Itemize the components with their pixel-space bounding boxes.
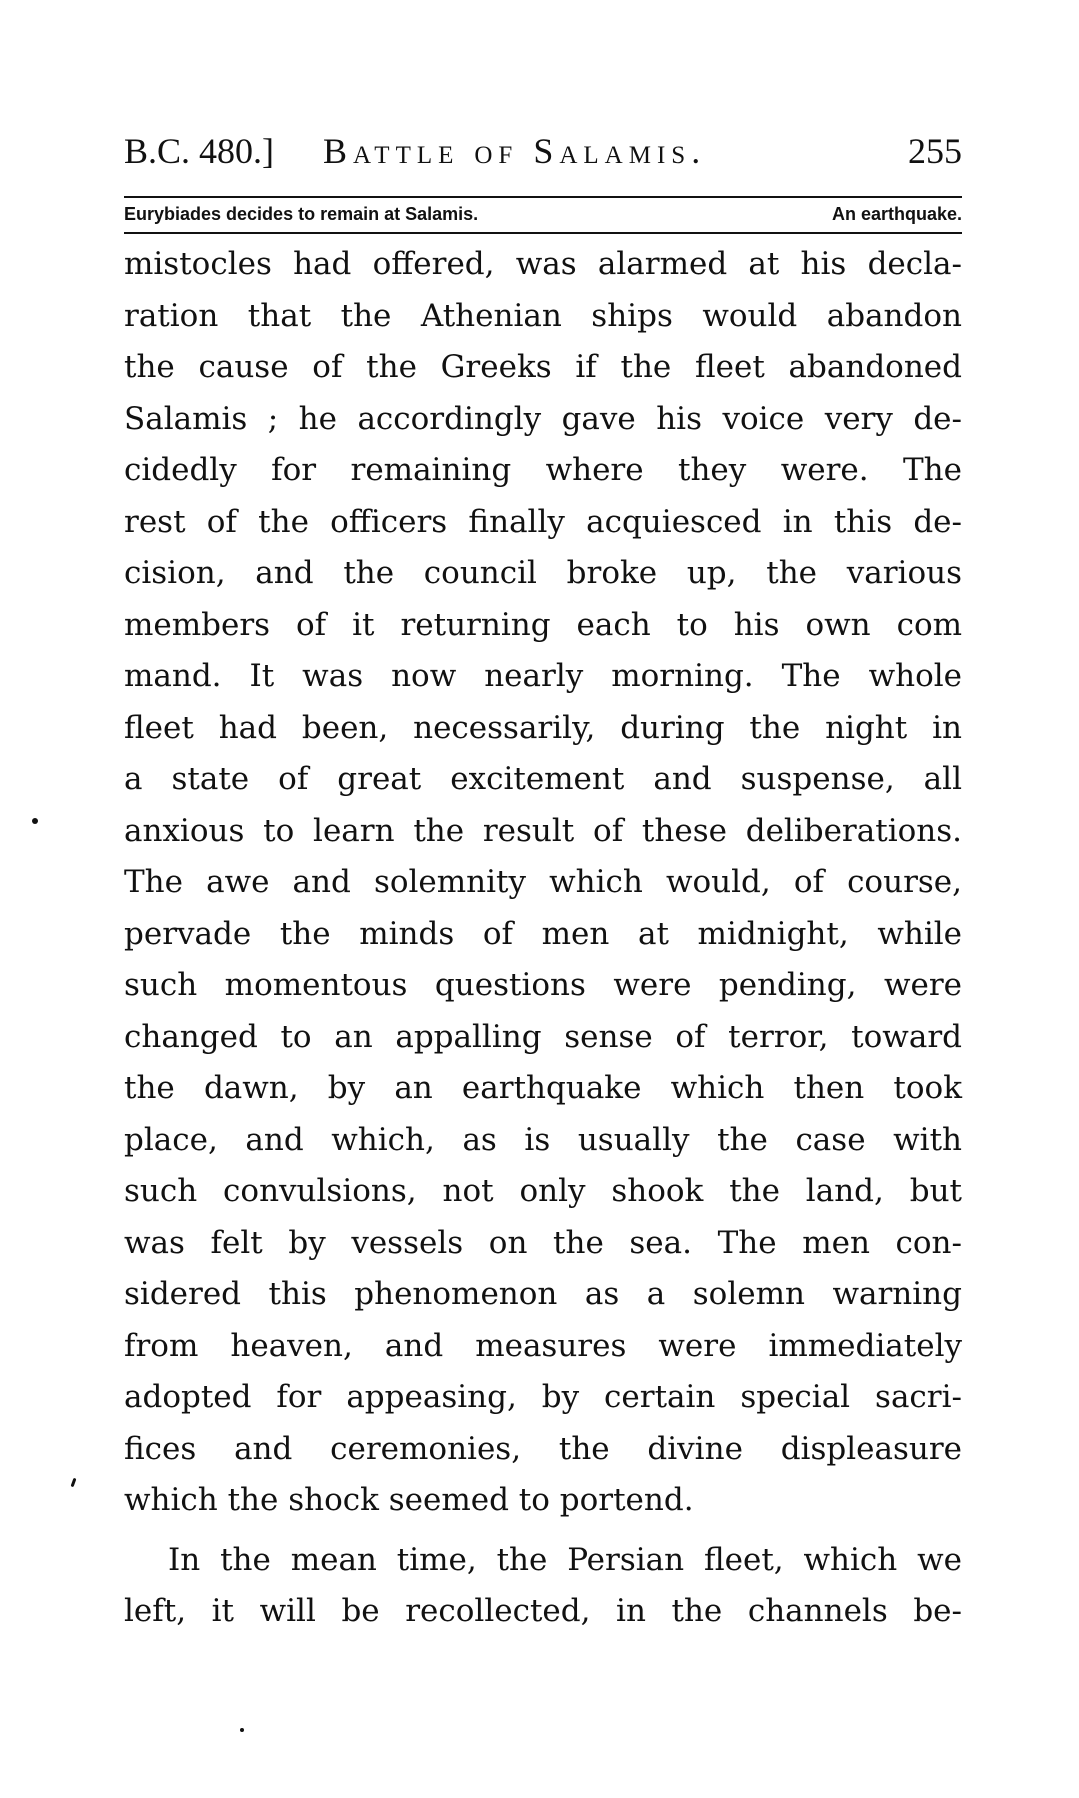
header-date: B.C. 480.] (124, 131, 275, 171)
ink-speck (32, 818, 38, 824)
text-line: fleet had been, necessarily, during the night in (124, 709, 962, 746)
page-number: 255 (908, 131, 962, 171)
text-line: the dawn, by an earthquake which then took (124, 1070, 962, 1106)
text-line: mistocles had offered, was alarmed at his decla- (124, 246, 962, 282)
subheading-left: Eurybiades decides to remain at Salamis. (124, 204, 479, 224)
paragraph-2 (124, 1535, 962, 1638)
text-line: was felt by vessels on the sea. The men con- (124, 1224, 962, 1261)
header-rule-top (124, 196, 962, 198)
text-line: rest of the officers finally acquiesced in this de- (124, 503, 962, 540)
text-line: cidedly for remaining where they were. The (124, 452, 962, 488)
paragraph-1 (124, 239, 962, 1527)
text-line: ration that the Athenian ships would abandon (124, 297, 962, 334)
text-line: which the shock seemed to portend. (124, 1482, 694, 1518)
ink-speck (240, 1728, 244, 1732)
header-rule-bottom (124, 232, 962, 234)
text-line: anxious to learn the result of these deliberations. (124, 812, 962, 849)
text-line: from heaven, and measures were immediately (124, 1327, 962, 1364)
text-line: The awe and solemnity which would, of course, (124, 864, 962, 900)
text-line: a state of great excitement and suspense, all (124, 761, 962, 797)
text-line: such convulsions, not only shook the land, but (124, 1173, 962, 1209)
text-line: fices and ceremonies, the divine displeasure (124, 1430, 962, 1467)
ink-speck (71, 1478, 77, 1487)
text-line: adopted for appeasing, by certain special sacri- (124, 1379, 962, 1415)
subheading-right: An earthquake. (831, 204, 962, 224)
text-line: left, it will be recollected, in the channels be- (124, 1593, 962, 1629)
text-line: such momentous questions were pending, were (124, 967, 962, 1003)
text-line: changed to an appalling sense of terror, toward (124, 1018, 962, 1055)
text-line: Salamis ; he accordingly gave his voice very de- (124, 400, 962, 437)
running-head (124, 130, 962, 178)
marginal-subheading (124, 204, 962, 230)
body-text (124, 239, 962, 1638)
text-line: sidered this phenomenon as a solemn warning (124, 1276, 962, 1312)
text-line: pervade the minds of men at midnight, while (124, 915, 962, 952)
text-line: In the mean time, the Persian fleet, which we (168, 1541, 962, 1578)
header-title: Battle of Salamis. (323, 131, 707, 171)
text-line: members of it returning each to his own com (124, 606, 962, 643)
text-line: mand. It was now nearly morning. The whole (124, 658, 962, 694)
text-line: cision, and the council broke up, the various (124, 555, 962, 591)
text-line: place, and which, as is usually the case with (124, 1121, 962, 1158)
text-line: the cause of the Greeks if the fleet abandoned (124, 349, 962, 385)
